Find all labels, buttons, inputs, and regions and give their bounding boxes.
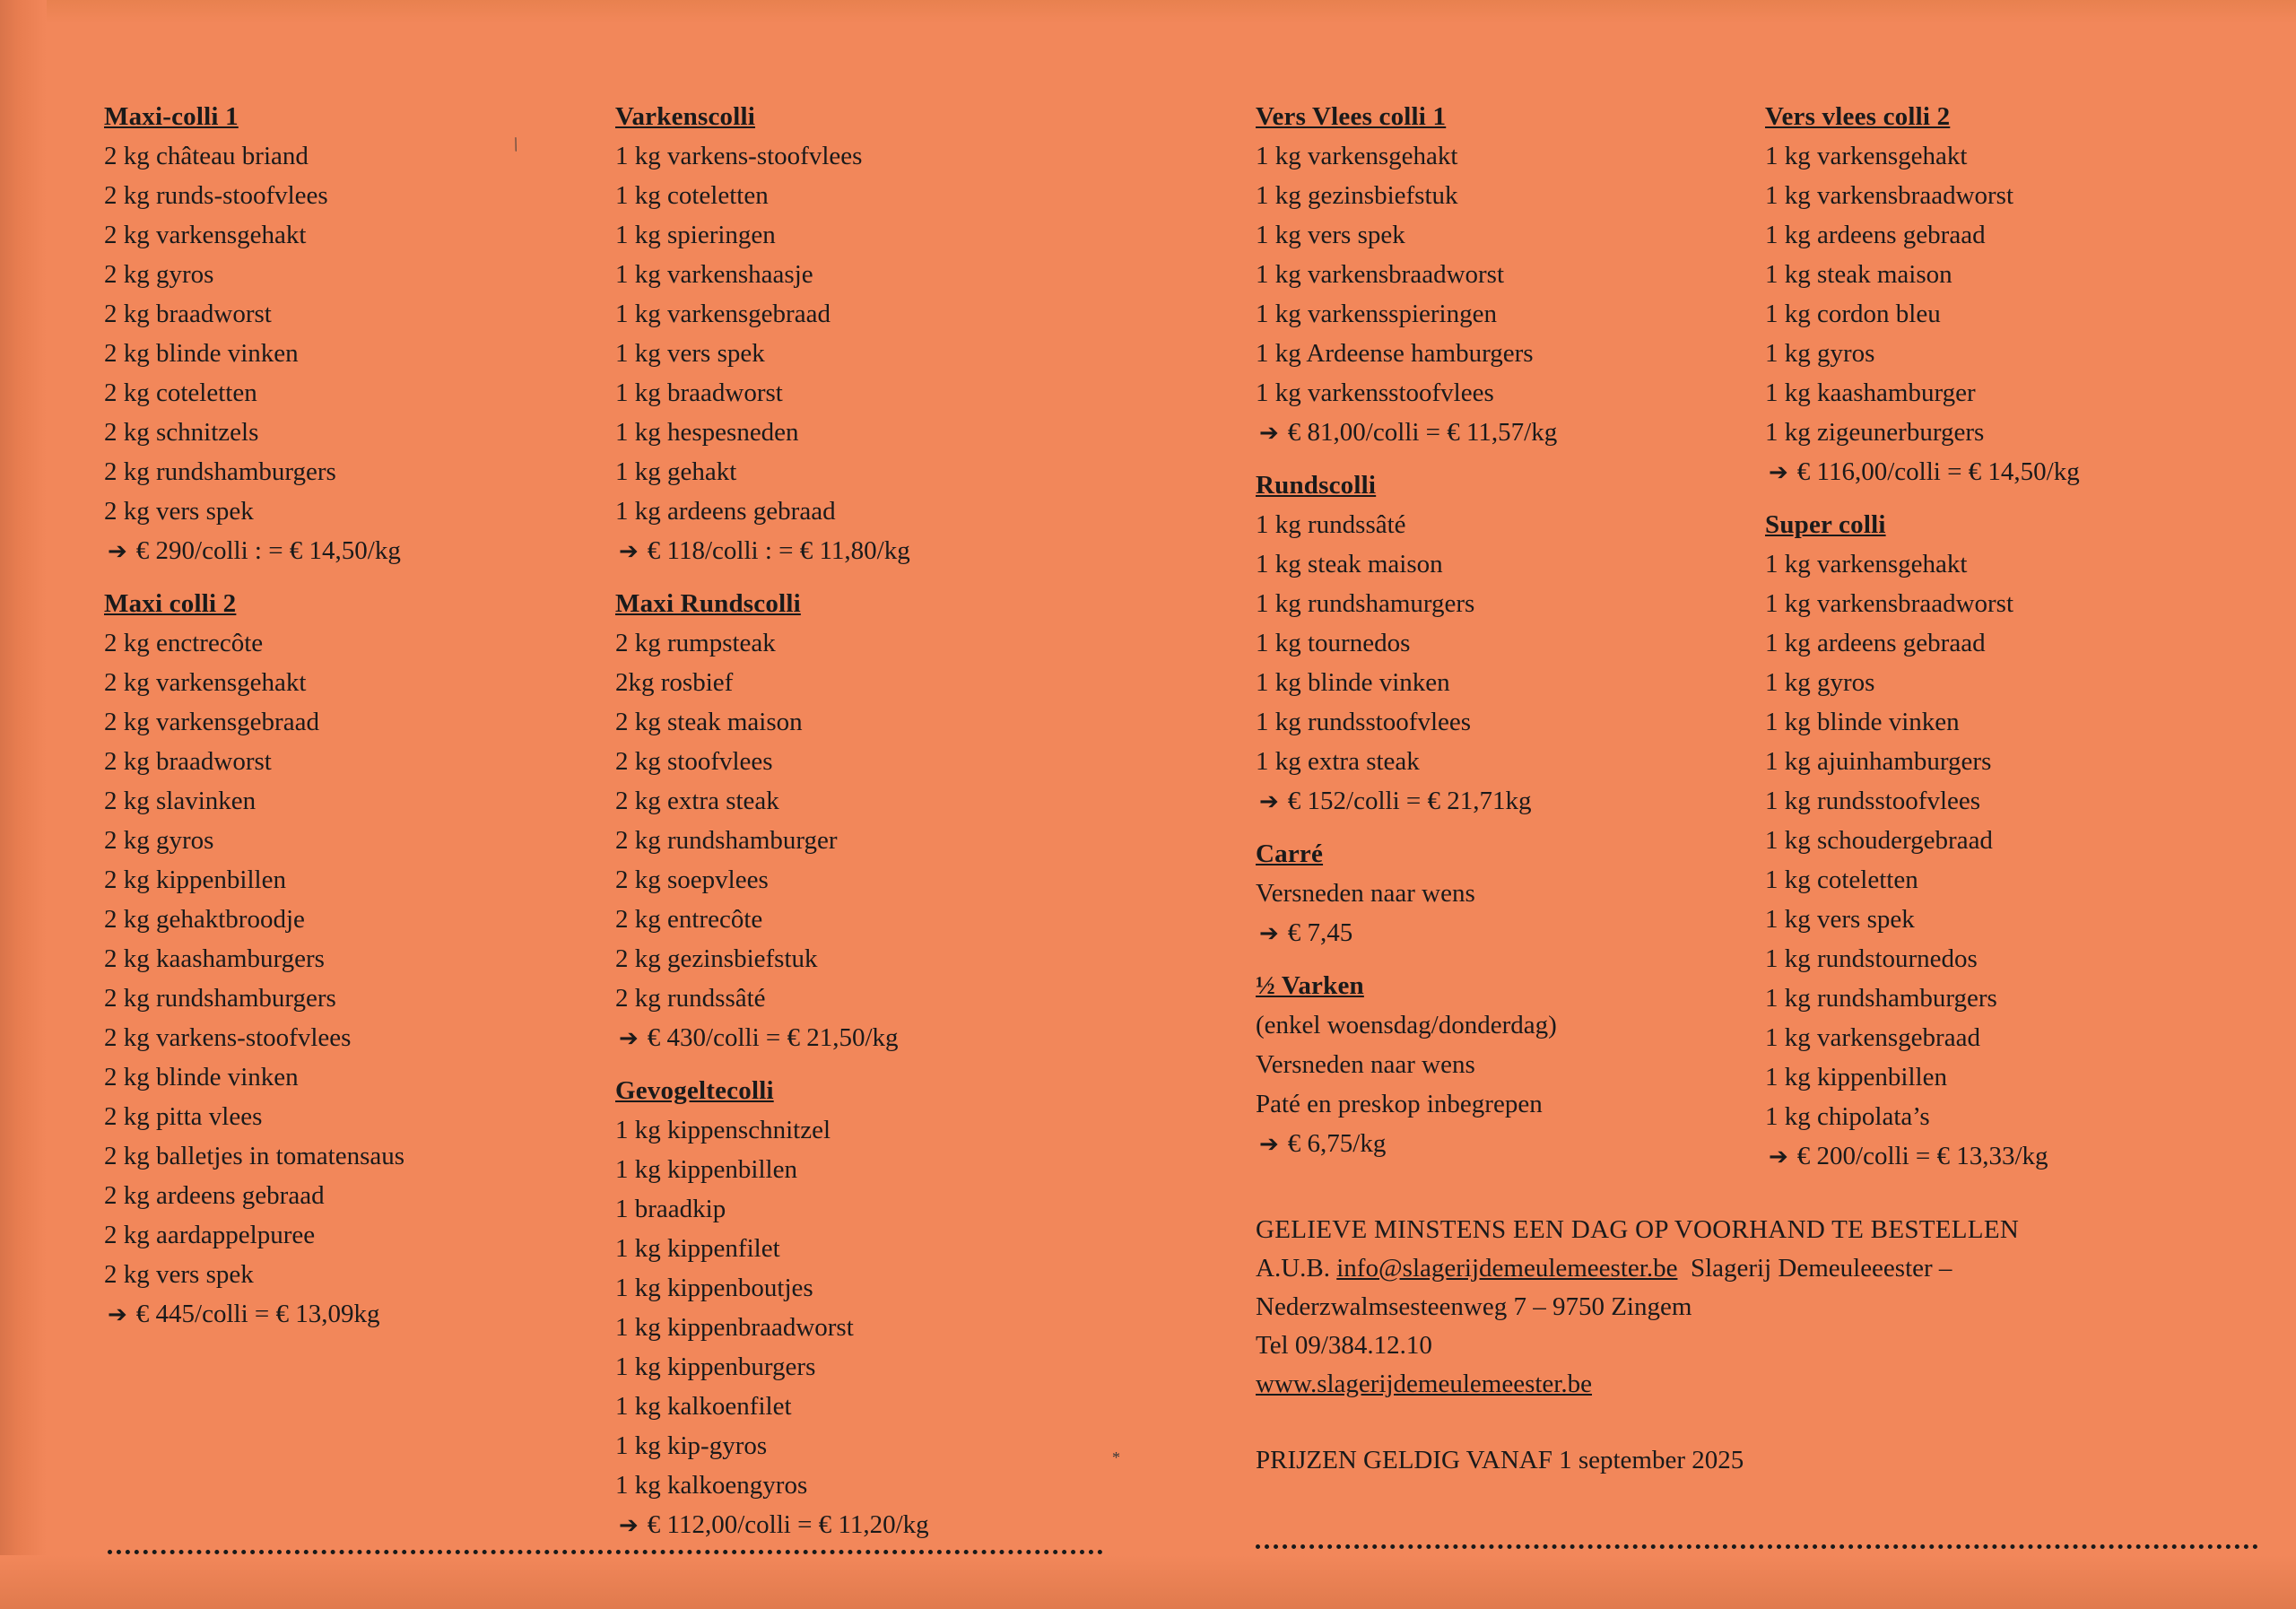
colli-price [1256, 781, 1722, 822]
colli-block-vers-vlees-colli-2 [1765, 97, 2249, 492]
colli-item: 1 kg varkens-stoofvlees [615, 142, 863, 170]
colli-item: 1 kg kippenfilet [615, 1234, 780, 1263]
colli-item: 1 kg kippenbillen [1765, 1063, 1947, 1092]
colli-price [1256, 413, 1722, 453]
colli-item: 2 kg rundshamburgers [104, 984, 336, 1013]
colli-item: 1 kg gehakt [615, 457, 737, 486]
pencil-mark: * [1112, 1448, 1120, 1466]
colli-item: 1 kg varkenshaasje [615, 260, 813, 289]
colli-item: 1 kg cordon bleu [1765, 300, 1941, 328]
colli-title: Vers vlees colli 2 [1765, 102, 1951, 131]
colli-item: 1 kg kippenschnitzel [615, 1116, 831, 1144]
colli-price-text: € 200/colli = € 13,33/kg [1796, 1142, 2048, 1170]
colli-item: 1 kg rundshamburgers [1765, 984, 1997, 1013]
colli-item: (enkel woensdag/donderdag) [1256, 1011, 1557, 1039]
colli-item: 1 kg varkensstoofvlees [1256, 378, 1494, 407]
colli-item: 2 kg gyros [104, 826, 214, 855]
colli-item: 2 kg braadworst [104, 300, 272, 328]
colli-item: 1 kg rundsstoofvlees [1765, 787, 1981, 815]
colli-item: 2 kg varkens-stoofvlees [104, 1023, 352, 1052]
arrow-icon: ➔ [1259, 1131, 1279, 1158]
colli-item: 1 kg gyros [1765, 339, 1875, 368]
colli-price [615, 531, 1064, 571]
colli-block-maxi-rundscolli [615, 584, 1064, 1058]
arrow-icon: ➔ [1259, 420, 1279, 447]
colli-item: 1 kg gezinsbiefstuk [1256, 181, 1458, 210]
colli-item: 2 kg kaashamburgers [104, 944, 325, 973]
colli-item: 1 kg ajuinhamburgers [1765, 747, 1992, 776]
colli-item: 2 kg slavinken [104, 787, 257, 815]
arrow-icon: ➔ [1769, 1144, 1788, 1170]
colli-item: 1 kg varkensbraadworst [1765, 589, 2014, 618]
colli-item: 1 kg schoudergebraad [1765, 826, 1993, 855]
colli-item: 2 kg varkensgebraad [104, 708, 319, 736]
colli-item: 2 kg schnitzels [104, 418, 259, 447]
colli-item: 2 kg gehaktbroodje [104, 905, 305, 934]
colli-item: 2 kg vers spek [104, 1260, 254, 1289]
colli-item: 2 kg steak maison [615, 708, 803, 736]
colli-item: 1 kg kalkoengyros [615, 1471, 808, 1500]
colli-item: 1 kg blinde vinken [1765, 708, 1960, 736]
colli-block-varkenscolli [615, 97, 1064, 571]
colli-price [615, 1018, 1064, 1058]
colli-item: 2kg rosbief [615, 668, 734, 697]
colli-item: 1 kg ardeens gebraad [1765, 221, 1986, 249]
price-column-2 [615, 97, 1064, 1545]
colli-price [1765, 452, 2249, 492]
colli-item: 1 kg hespesneden [615, 418, 799, 447]
colli-price-text: € 116,00/colli = € 14,50/kg [1796, 457, 2080, 486]
colli-price [1256, 1124, 1722, 1164]
colli-price-text: € 6,75/kg [1287, 1129, 1387, 1158]
colli-block-super-colli [1765, 505, 2249, 1177]
colli-item: 2 kg stoofvlees [615, 747, 773, 776]
colli-item: 2 kg runds-stoofvlees [104, 181, 328, 210]
arrow-icon: ➔ [1259, 920, 1279, 947]
colli-item: 2 kg pitta vlees [104, 1102, 263, 1131]
colli-item: 1 kg varkensgebraad [615, 300, 831, 328]
colli-item: 2 kg balletjes in tomatensaus [104, 1142, 405, 1170]
colli-item: 2 kg braadworst [104, 747, 272, 776]
arrow-icon: ➔ [108, 538, 127, 565]
colli-item: 1 kg gyros [1765, 668, 1875, 697]
colli-item: Versneden naar wens [1256, 879, 1475, 908]
contact-prefix: A.U.B. [1256, 1254, 1330, 1283]
colli-block-gevogeltecolli [615, 1071, 1064, 1545]
colli-item: 2 kg extra steak [615, 787, 779, 815]
price-column-4 [1765, 97, 2249, 1177]
colli-item: 1 kg steak maison [1765, 260, 1952, 289]
colli-title: Maxi-colli 1 [104, 102, 239, 131]
colli-item: 2 kg enctrecôte [104, 629, 264, 657]
arrow-icon: ➔ [619, 1512, 639, 1539]
price-column-3 [1256, 97, 1722, 1164]
colli-block-carre [1256, 834, 1722, 953]
colli-title: ½ Varken [1256, 971, 1364, 1000]
colli-price [104, 1294, 535, 1335]
colli-item: Paté en preskop inbegrepen [1256, 1090, 1543, 1118]
arrow-icon: ➔ [619, 1025, 639, 1052]
colli-item: 1 kg rundsstoofvlees [1256, 708, 1472, 736]
colli-item: 1 kg zigeunerburgers [1765, 418, 1985, 447]
colli-item: 1 kg kip-gyros [615, 1431, 768, 1460]
colli-item: 1 kg steak maison [1256, 550, 1443, 578]
colli-item: 1 kg varkensgehakt [1765, 142, 1968, 170]
colli-item: 1 kg vers spek [1256, 221, 1405, 249]
email-link[interactable]: info@slagerijdemeulemeester.be [1336, 1254, 1678, 1283]
colli-block-vers-vlees-colli-1 [1256, 97, 1722, 453]
colli-item: 2 kg varkensgehakt [104, 668, 307, 697]
colli-price-text: € 81,00/colli = € 11,57/kg [1287, 418, 1558, 447]
colli-item: 1 kg rundshamurgers [1256, 589, 1475, 618]
dotted-cut-line-right [1256, 1544, 2258, 1549]
colli-title: Varkenscolli [615, 102, 756, 131]
colli-price [1256, 913, 1722, 953]
colli-block-maxi-colli-2 [104, 584, 535, 1335]
footer-contact-block [1256, 1211, 2278, 1480]
colli-item: 2 kg blinde vinken [104, 1063, 299, 1092]
colli-item: 2 kg varkensgehakt [104, 221, 307, 249]
colli-block-half-varken [1256, 966, 1722, 1164]
colli-item: 1 kg coteletten [1765, 865, 1918, 894]
pencil-mark: \ [509, 132, 522, 156]
colli-item: 1 kg ardeens gebraad [1765, 629, 1986, 657]
arrow-icon: ➔ [1769, 459, 1788, 486]
colli-item: 2 kg kippenbillen [104, 865, 286, 894]
colli-block-maxi-colli-1 [104, 97, 535, 571]
colli-item: 1 braadkip [615, 1195, 726, 1223]
colli-item: 1 kg coteletten [615, 181, 769, 210]
colli-item: 1 kg vers spek [1765, 905, 1915, 934]
colli-item: 2 kg vers spek [104, 497, 254, 526]
colli-item: 2 kg rundshamburger [615, 826, 838, 855]
order-notice: GELIEVE MINSTENS EEN DAG OP VOORHAND TE BESTELLEN [1256, 1215, 2020, 1244]
validity-line: PRIJZEN GELDIG VANAF 1 september 2025 [1256, 1446, 1744, 1474]
colli-item: 1 kg kalkoenfilet [615, 1392, 792, 1421]
colli-item: 1 kg varkensspieringen [1256, 300, 1497, 328]
contact-line [1256, 1249, 2278, 1288]
colli-item: 2 kg rundssâté [615, 984, 766, 1013]
colli-title: Super colli [1765, 510, 1886, 539]
colli-item: 2 kg entrecôte [615, 905, 763, 934]
website-link[interactable]: www.slagerijdemeulemeester.be [1256, 1370, 1592, 1398]
colli-price-text: € 430/colli = € 21,50/kg [647, 1023, 899, 1052]
colli-item: 1 kg vers spek [615, 339, 765, 368]
colli-block-rundscolli [1256, 465, 1722, 822]
colli-price [615, 1505, 1064, 1545]
colli-title: Gevogeltecolli [615, 1076, 774, 1105]
colli-item: 1 kg varkensbraadworst [1765, 181, 2014, 210]
colli-price-text: € 118/colli : = € 11,80/kg [647, 536, 910, 565]
colli-item: 2 kg ardeens gebraad [104, 1181, 325, 1210]
colli-price-text: € 7,45 [1287, 918, 1353, 947]
colli-item: 1 kg kippenbraadworst [615, 1313, 854, 1342]
arrow-icon: ➔ [1259, 788, 1279, 815]
colli-title: Maxi colli 2 [104, 589, 237, 618]
company-name: Slagerij Demeuleeester – [1690, 1254, 1952, 1283]
colli-item: 2 kg aardappelpuree [104, 1221, 316, 1249]
colli-title: Carré [1256, 839, 1324, 868]
colli-item: 1 kg ardeens gebraad [615, 497, 836, 526]
colli-item: 1 kg kippenbillen [615, 1155, 797, 1184]
colli-price-text: € 112,00/colli = € 11,20/kg [647, 1510, 929, 1539]
colli-title: Maxi Rundscolli [615, 589, 801, 618]
colli-item: 1 kg varkensbraadworst [1256, 260, 1505, 289]
colli-item: 1 kg Ardeense hamburgers [1256, 339, 1534, 368]
colli-item: Versneden naar wens [1256, 1050, 1475, 1079]
colli-item: 1 kg varkensgehakt [1256, 142, 1458, 170]
colli-item: 2 kg coteletten [104, 378, 257, 407]
colli-item: 2 kg rundshamburgers [104, 457, 336, 486]
colli-price-text: € 445/colli = € 13,09kg [135, 1300, 380, 1328]
colli-item: 2 kg rumpsteak [615, 629, 776, 657]
colli-item: 1 kg rundstournedos [1765, 944, 1978, 973]
colli-price [1765, 1136, 2249, 1177]
colli-item: 1 kg kaashamburger [1765, 378, 1976, 407]
colli-item: 1 kg varkensgebraad [1765, 1023, 1980, 1052]
colli-price-text: € 290/colli : = € 14,50/kg [135, 536, 401, 565]
phone-line: Tel 09/384.12.10 [1256, 1331, 1432, 1360]
footer-spacer [1256, 1404, 2278, 1441]
price-column-1 [104, 97, 535, 1335]
colli-title: Vers Vlees colli 1 [1256, 102, 1447, 131]
address-line: Nederzwalmsesteenweg 7 – 9750 Zingem [1256, 1292, 1692, 1321]
colli-item: 1 kg braadworst [615, 378, 783, 407]
colli-item: 2 kg gezinsbiefstuk [615, 944, 818, 973]
colli-price [104, 531, 535, 571]
colli-item: 1 kg rundssâté [1256, 510, 1406, 539]
colli-item: 1 kg varkensgehakt [1765, 550, 1968, 578]
colli-item: 1 kg chipolata’s [1765, 1102, 1930, 1131]
colli-price-text: € 152/colli = € 21,71kg [1287, 787, 1532, 815]
colli-item: 2 kg blinde vinken [104, 339, 299, 368]
colli-item: 2 kg soepvlees [615, 865, 769, 894]
colli-item: 1 kg kippenburgers [615, 1352, 816, 1381]
colli-item: 1 kg blinde vinken [1256, 668, 1450, 697]
arrow-icon: ➔ [108, 1301, 127, 1328]
colli-item: 1 kg kippenboutjes [615, 1274, 813, 1302]
dotted-cut-line-left [108, 1550, 1103, 1554]
colli-item: 2 kg gyros [104, 260, 214, 289]
colli-item: 1 kg spieringen [615, 221, 776, 249]
arrow-icon: ➔ [619, 538, 639, 565]
colli-item: 1 kg extra steak [1256, 747, 1420, 776]
colli-item: 2 kg château briand [104, 142, 309, 170]
colli-item: 1 kg tournedos [1256, 629, 1411, 657]
colli-title: Rundscolli [1256, 471, 1377, 500]
